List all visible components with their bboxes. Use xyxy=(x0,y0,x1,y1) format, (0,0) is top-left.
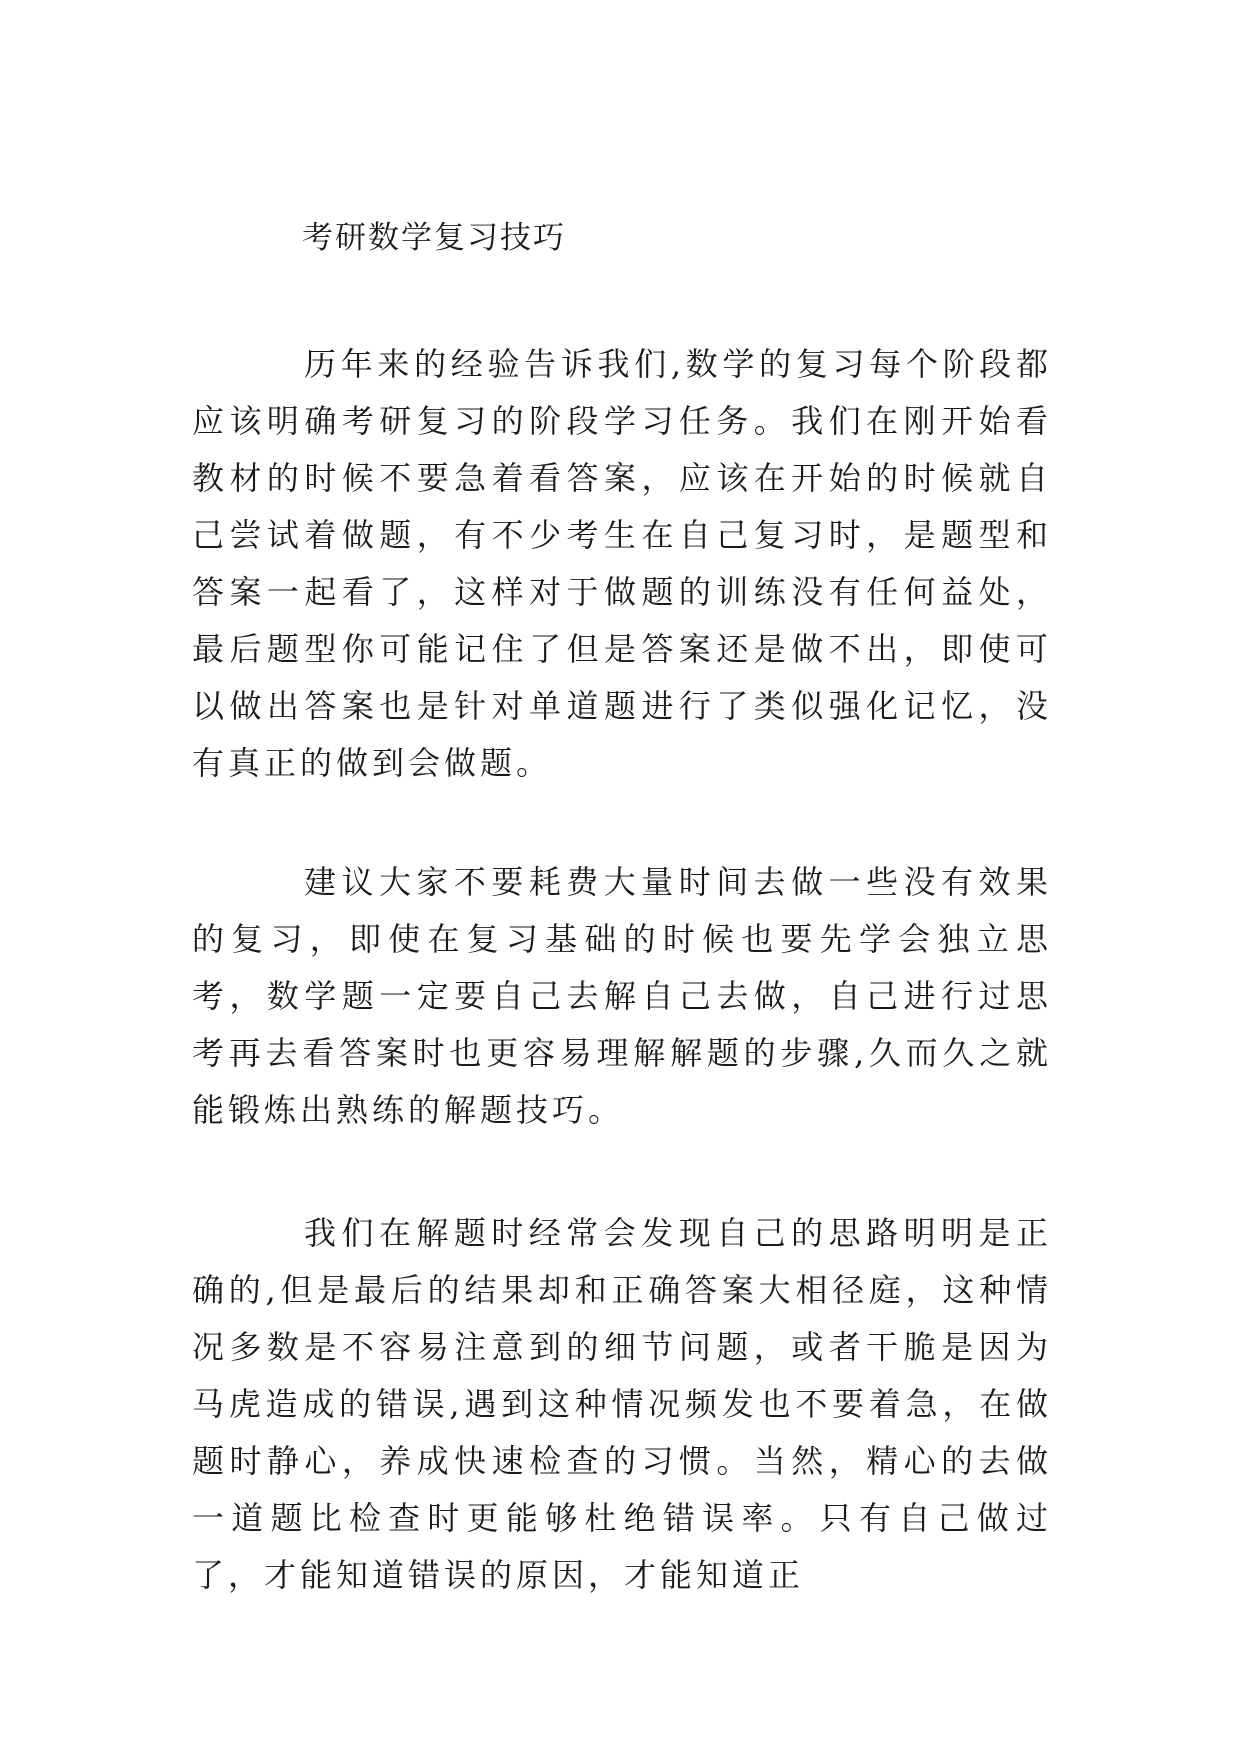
paragraph-1: 历年来的经验告诉我们,数学的复习每个阶段都应该明确考研复习的阶段学习任务。我们在刚开始看教材的时候不要急着看答案，应该在开始的时候就自己尝试着做题，有不少考生在自己复习时，是题型和答案一起看了，这样对于做题的训练没有任何益处，最后题型你可能记住了但是答案还是做不出，即使可以做出答案也是针对单道题进行了类似强化记忆，没有真正的做到会做题。 xyxy=(192,345,1052,782)
paragraph-2: 建议大家不要耗费大量时间去做一些没有效果的复习，即使在复习基础的时候也要先学会独立思考，数学题一定要自己去解自己去做，自己进行过思考再去看答案时也更容易理解解题的步骤,久而久之就能锻炼出熟练的解题技巧。 xyxy=(192,863,1052,1129)
document-title: 考研数学复习技巧 xyxy=(302,220,566,256)
paragraph-3: 我们在解题时经常会发现自己的思路明明是正确的,但是最后的结果却和正确答案大相径庭，这种情况多数是不容易注意到的细节问题，或者干脆是因为马虎造成的错误,遇到这种情况频发也不要着急，在做题时静心，养成快速检查的习惯。当然，精心的去做一道题比检查时更能够杜绝错误率。只有自己做过了，才能知道错误的原因，才能知道正 xyxy=(192,1214,1052,1594)
